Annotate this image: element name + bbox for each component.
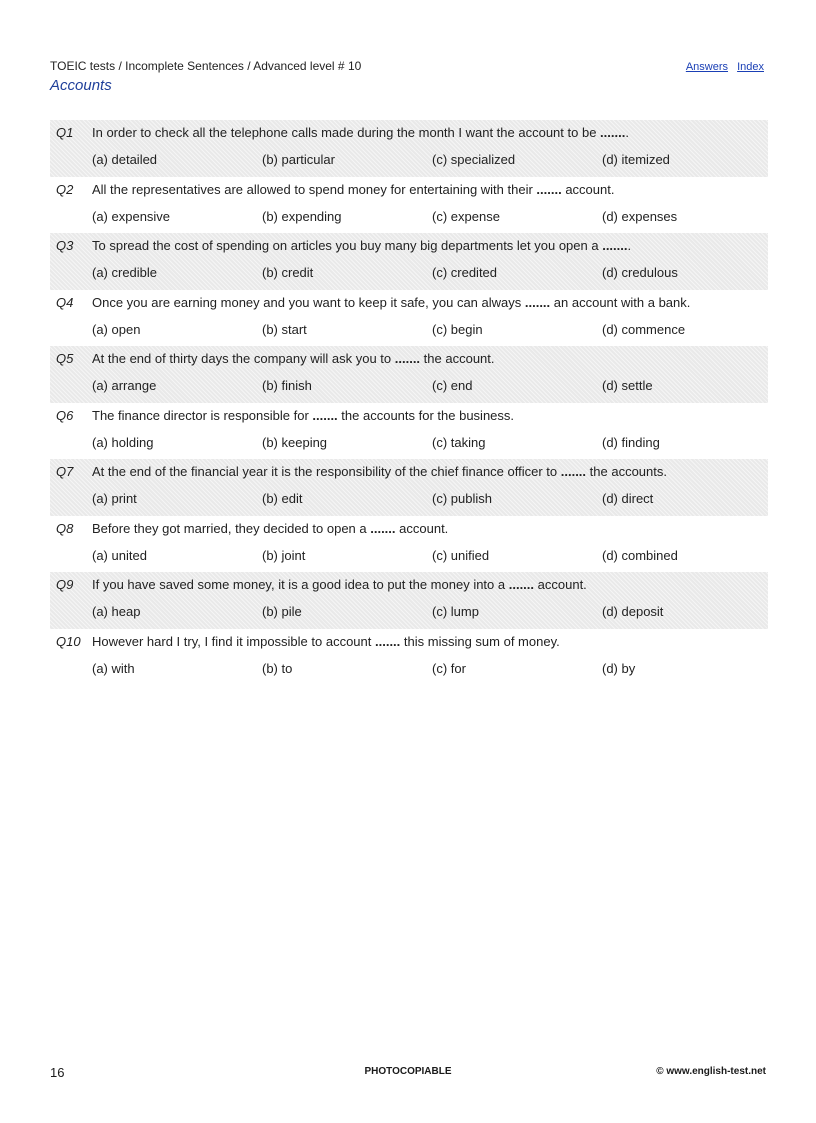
answer-option-d[interactable]: (d) credulous [602, 265, 678, 280]
answer-blank: ....... [375, 633, 401, 649]
answer-option-d[interactable]: (d) settle [602, 378, 653, 393]
question-row [50, 177, 768, 234]
question-text-before: However hard I try, I find it impossible to account [92, 633, 375, 649]
page-header [50, 59, 766, 99]
answer-blank: ....... [524, 294, 551, 310]
question-number: Q9 [56, 577, 74, 592]
answer-option-c[interactable]: (c) taking [432, 434, 486, 450]
answer-option-b[interactable]: (b) expending [262, 208, 342, 224]
question-text-before: The finance director is responsible for [92, 407, 313, 423]
question-row [50, 120, 768, 177]
question-text [92, 464, 667, 479]
answer-option-b[interactable]: (b) pile [262, 604, 302, 619]
question-number: Q2 [56, 181, 74, 197]
question-number: Q6 [56, 407, 74, 423]
question-number: Q5 [56, 351, 74, 366]
answer-option-b[interactable]: (b) to [262, 660, 293, 676]
answer-blank: ....... [312, 407, 338, 423]
answer-option-d[interactable]: (d) by [602, 660, 636, 676]
answer-blank: ....... [560, 464, 587, 479]
question-row [50, 346, 768, 403]
question-row [50, 459, 768, 516]
question-text [92, 182, 614, 197]
question-text-after: account. [395, 520, 449, 536]
answer-blank: ....... [508, 577, 535, 592]
answer-option-b[interactable]: (b) keeping [262, 434, 328, 450]
question-text [92, 634, 560, 649]
answer-option-a[interactable]: (a) open [92, 321, 141, 337]
index-link[interactable]: Index [737, 61, 764, 73]
question-text-before: If you have saved some money, it is a good idea to put the money into a [92, 577, 509, 592]
page-number: 16 [50, 1065, 65, 1080]
answer-blank: ....... [600, 125, 626, 140]
question-text-after: . [625, 125, 629, 140]
question-row [50, 516, 768, 573]
question-text [92, 238, 631, 253]
question-row [50, 403, 768, 460]
question-text [92, 125, 629, 140]
answer-blank: ....... [602, 238, 628, 253]
copyright: © www.english-test.net [656, 1066, 766, 1077]
answer-option-c[interactable]: (c) lump [432, 604, 479, 619]
answer-option-d[interactable]: (d) commence [602, 321, 686, 337]
answer-option-d[interactable]: (d) deposit [602, 604, 664, 619]
question-row [50, 290, 768, 347]
question-number: Q7 [56, 464, 74, 479]
answer-option-c[interactable]: (c) specialized [432, 152, 516, 167]
question-text-after: the account. [420, 351, 495, 366]
page-footer [50, 1065, 766, 1081]
question-row [50, 233, 768, 290]
question-text-after: account. [534, 577, 587, 592]
photocopiable-note: PHOTOCOPIABLE [364, 1066, 452, 1077]
answer-option-d[interactable]: (d) finding [602, 434, 660, 450]
answer-option-a[interactable]: (a) heap [92, 604, 141, 619]
question-text-before: At the end of the financial year it is the responsibility of the chief finance officer to [92, 464, 561, 479]
answer-blank: ....... [370, 520, 396, 536]
question-text [92, 521, 448, 536]
question-text [92, 351, 495, 366]
answers-link[interactable]: Answers [685, 61, 729, 73]
header-links [680, 61, 764, 73]
answer-option-b[interactable]: (b) joint [262, 547, 306, 563]
question-row [50, 572, 768, 629]
question-text-before: To spread the cost of spending on articles you buy many big departments let you open a [92, 238, 603, 253]
answer-option-c[interactable]: (c) unified [432, 547, 490, 563]
answer-option-c[interactable]: (c) credited [432, 265, 498, 280]
question-text [92, 577, 587, 592]
question-number: Q4 [56, 294, 74, 310]
answer-option-b[interactable]: (b) edit [262, 491, 303, 506]
answer-option-b[interactable]: (b) finish [262, 378, 312, 393]
question-list [50, 120, 768, 685]
question-text-after: the accounts. [586, 464, 667, 479]
question-text [92, 295, 690, 310]
answer-option-a[interactable]: (a) with [92, 660, 135, 676]
question-text-before: In order to check all the telephone calls made during the month I want the account to be [92, 125, 601, 140]
question-number: Q1 [56, 125, 74, 140]
answer-blank: ....... [536, 181, 562, 197]
answer-option-a[interactable]: (a) arrange [92, 378, 157, 393]
answer-option-b[interactable]: (b) credit [262, 265, 314, 280]
question-text-after: an account with a bank. [550, 294, 691, 310]
question-text-before: At the end of thirty days the company will ask you to [92, 351, 395, 366]
question-text-after: the accounts for the business. [337, 407, 515, 423]
answer-option-a[interactable]: (a) expensive [92, 208, 171, 224]
question-number: Q8 [56, 520, 74, 536]
answer-option-b[interactable]: (b) start [262, 321, 307, 337]
question-text-after: this missing sum of money. [400, 633, 560, 649]
answer-option-d[interactable]: (d) combined [602, 547, 678, 563]
question-text-before: Before they got married, they decided to open a [92, 520, 371, 536]
question-row [50, 629, 768, 686]
answer-option-a[interactable]: (a) credible [92, 265, 158, 280]
question-text-before: Once you are earning money and you want to keep it safe, you can always [92, 294, 525, 310]
question-text-before: All the representatives are allowed to spend money for entertaining with their [92, 181, 537, 197]
question-text [92, 408, 514, 423]
question-text-after: . [627, 238, 632, 253]
answer-blank: ....... [394, 351, 421, 366]
question-text-after: account. [561, 181, 615, 197]
answer-option-c[interactable]: (c) end [432, 378, 473, 393]
answer-option-d[interactable]: (d) expenses [602, 208, 678, 224]
answer-option-c[interactable]: (c) begin [432, 321, 483, 337]
answer-option-a[interactable]: (a) holding [92, 434, 154, 450]
answer-option-a[interactable]: (a) print [92, 491, 137, 506]
page-title: Accounts [50, 77, 112, 94]
answer-option-c[interactable]: (c) expense [432, 208, 500, 224]
answer-option-d[interactable]: (d) itemized [602, 152, 670, 167]
question-number: Q3 [56, 238, 74, 253]
answer-option-c[interactable]: (c) publish [432, 491, 492, 506]
answer-option-a[interactable]: (a) detailed [92, 152, 158, 167]
answer-option-a[interactable]: (a) united [92, 547, 147, 563]
answer-option-c[interactable]: (c) for [432, 660, 466, 676]
breadcrumb: TOEIC tests / Incomplete Sentences / Advanced level # 10 [50, 59, 362, 73]
answer-option-b[interactable]: (b) particular [262, 152, 335, 167]
question-number: Q10 [56, 633, 81, 649]
answer-option-d[interactable]: (d) direct [602, 491, 654, 506]
